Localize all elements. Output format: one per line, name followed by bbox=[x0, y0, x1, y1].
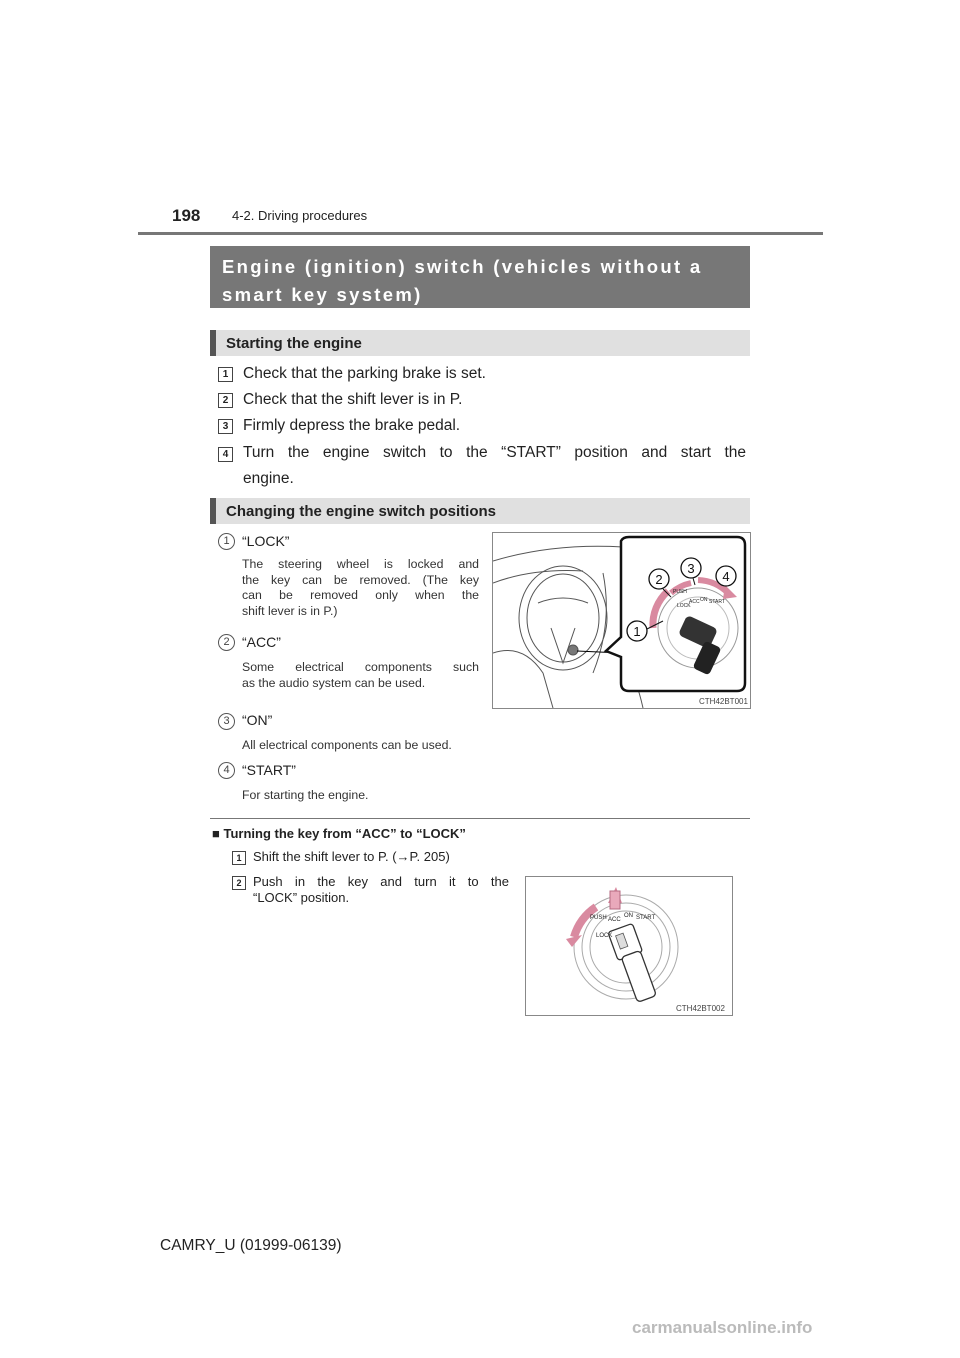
watermark: carmanualsonline.info bbox=[632, 1318, 813, 1337]
note-step-2-text bbox=[253, 874, 509, 906]
figure-code-1: CTH42BT001 bbox=[699, 697, 748, 706]
document-id: CAMRY_U (01999-06139) bbox=[160, 1237, 342, 1254]
position-lock-desc-line: shift lever is in P.) bbox=[242, 603, 338, 618]
note-bullet: ■ bbox=[212, 826, 220, 841]
position-start-label: “START” bbox=[242, 762, 296, 778]
position-on-description: All electrical components can be used. bbox=[242, 738, 452, 752]
position-number-3: 3 bbox=[218, 713, 235, 730]
callout-4: 4 bbox=[722, 569, 730, 584]
note-step-2-line: Push in the key and turn it to the bbox=[253, 874, 509, 889]
page-number: 198 bbox=[172, 206, 201, 225]
note-step-number-1: 1 bbox=[232, 851, 246, 865]
step-2-text: Check that the shift lever is in P. bbox=[243, 391, 463, 408]
page-title-line1: Engine (ignition) switch (vehicles without a bbox=[222, 256, 703, 277]
step-number-2: 2 bbox=[218, 393, 233, 408]
dial2-label-start: START bbox=[636, 915, 656, 921]
dial2-label-lock: LOCK bbox=[596, 933, 613, 939]
step-1-text: Check that the parking brake is set. bbox=[243, 365, 486, 382]
step-number-1: 1 bbox=[218, 367, 233, 382]
position-acc-label: “ACC” bbox=[242, 634, 281, 650]
dial-label-push: PUSH bbox=[673, 589, 687, 595]
page-title-line2: smart key system) bbox=[222, 284, 423, 305]
dashboard-key-drawing bbox=[493, 533, 750, 708]
callout-2: 2 bbox=[655, 572, 663, 587]
position-lock-desc-line: The steering wheel is locked and bbox=[242, 557, 479, 571]
section-breadcrumb: 4-2. Driving procedures bbox=[232, 208, 368, 223]
position-lock-desc-line: can be removed only when the bbox=[242, 588, 479, 602]
position-start-description: For starting the engine. bbox=[242, 788, 369, 802]
figure-code-2: CTH42BT002 bbox=[676, 1004, 725, 1013]
dial-label-on: ON bbox=[700, 597, 708, 603]
position-acc-desc-line: as the audio system can be used. bbox=[242, 675, 426, 690]
note-heading bbox=[212, 826, 466, 841]
switch-positions-heading: Changing the engine switch positions bbox=[210, 498, 750, 524]
dial2-label-push: PUSH bbox=[590, 915, 607, 921]
key-turn-drawing bbox=[526, 877, 732, 1015]
step-number-4: 4 bbox=[218, 447, 233, 462]
position-lock-label: “LOCK” bbox=[242, 533, 290, 549]
position-number-2: 2 bbox=[218, 634, 235, 651]
dial-label-lock: LOCK bbox=[677, 603, 691, 609]
note-step-1-text: Shift the shift lever to P. (→P. 205) bbox=[253, 849, 450, 864]
position-number-1: 1 bbox=[218, 533, 235, 550]
callout-3: 3 bbox=[687, 561, 695, 576]
position-acc-desc-line: Some electrical components such bbox=[242, 660, 479, 674]
dial2-label-on: ON bbox=[624, 913, 633, 919]
position-lock-description bbox=[242, 557, 479, 619]
key-turn-illustration bbox=[525, 876, 733, 1016]
step-4-text-line2: engine. bbox=[243, 470, 294, 487]
dial2-label-acc: ACC bbox=[608, 917, 621, 923]
dial-label-acc: ACC bbox=[689, 599, 700, 605]
note-heading-text: Turning the key from “ACC” to “LOCK” bbox=[223, 826, 466, 841]
dial-label-start: START bbox=[709, 599, 725, 605]
step-4-text-line1: Turn the engine switch to the “START” position and start the bbox=[243, 444, 746, 461]
position-acc-description bbox=[242, 660, 479, 691]
starting-engine-heading: Starting the engine bbox=[210, 330, 750, 356]
callout-1: 1 bbox=[633, 624, 641, 639]
page-title bbox=[210, 246, 750, 308]
position-on-label: “ON” bbox=[242, 712, 273, 728]
engine-switch-illustration bbox=[492, 532, 751, 709]
position-lock-desc-line: the key can be removed. (The key bbox=[242, 572, 479, 587]
step-3-text: Firmly depress the brake pedal. bbox=[243, 417, 461, 434]
note-step-2-line: “LOCK” position. bbox=[253, 890, 350, 905]
note-divider bbox=[210, 818, 750, 819]
header-divider bbox=[138, 232, 823, 235]
step-number-3: 3 bbox=[218, 419, 233, 434]
note-step-number-2: 2 bbox=[232, 876, 246, 890]
position-number-4: 4 bbox=[218, 762, 235, 779]
